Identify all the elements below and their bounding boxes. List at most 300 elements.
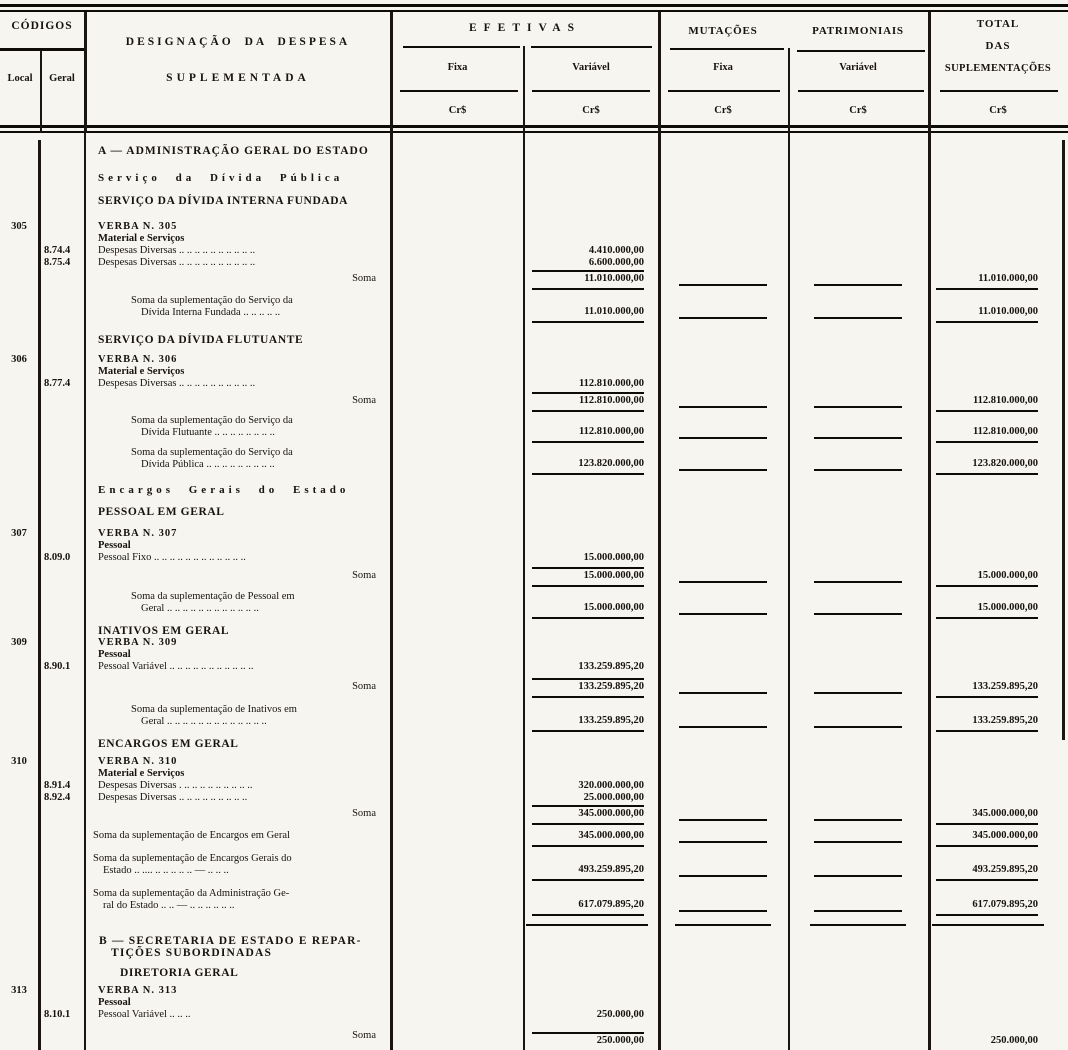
efetivas-variavel-value: 133.259.895,20 [532, 715, 644, 732]
total-value: 133.259.895,20 [936, 715, 1038, 732]
patrimoniais-cr-rule [798, 90, 924, 92]
table-row [0, 366, 1068, 378]
currency-label-patrimoniais: Cr$ [849, 105, 867, 116]
geral-code: 8.74.4 [44, 245, 71, 256]
column-header-designacao-line1: DESIGNAÇÃO DA DESPESA [125, 36, 351, 48]
description-line1: Soma [352, 808, 376, 819]
codigos-underline [0, 48, 86, 51]
local-code: 313 [11, 985, 27, 996]
efetivas-variavel-value: 250.000,00 [532, 1032, 644, 1047]
description-line1: VERBA N. 309 [98, 637, 178, 648]
currency-label-efetivas-variavel: Cr$ [582, 105, 600, 116]
cell-mutacoes-fixa [658, 311, 788, 323]
geral-code: 8.09.0 [44, 552, 71, 563]
cell-mutacoes-fixa [658, 607, 788, 619]
description-line1: A — ADMINISTRAÇÃO GERAL DO ESTADO [98, 145, 369, 157]
cell-mutacoes-fixa [658, 918, 788, 930]
table-row [0, 681, 1068, 698]
cell-efetivas-variavel [523, 245, 658, 257]
description-line1: Pessoal Variável .. .. .. .. .. .. .. .. .. .. .. [98, 661, 254, 672]
cell-efetivas-variavel [523, 780, 658, 792]
total-value: 15.000.000,00 [936, 570, 1038, 587]
table-row [0, 221, 1068, 233]
row-description [84, 395, 390, 412]
efetivas-underline-left [403, 46, 520, 48]
cell-mutacoes-fixa [658, 686, 788, 698]
row-geral-code [38, 661, 84, 673]
cell-total [928, 426, 1068, 443]
local-code: 306 [11, 354, 27, 365]
cell-efetivas-variavel [523, 458, 658, 475]
row-local-code [0, 354, 38, 366]
table-row [0, 637, 1068, 649]
mutacoes-dash [679, 581, 767, 583]
efetivas-variavel-value: 112.810.000,00 [532, 392, 644, 412]
cell-efetivas-variavel [523, 678, 658, 698]
variavel-rule-line [526, 924, 648, 926]
description-line2: Geral .. .. .. .. .. .. .. .. .. .. .. .. .. [141, 716, 267, 727]
description-line2: TIÇÕES SUBORDINADAS [111, 947, 273, 959]
mutacoes-dash [679, 819, 767, 821]
row-description [84, 484, 390, 496]
cell-efetivas-variavel [523, 392, 658, 412]
row-local-code [0, 221, 38, 233]
row-description [84, 853, 390, 881]
cell-mutacoes-fixa [658, 575, 788, 587]
description-line1: VERBA N. 313 [98, 985, 178, 996]
patrimoniais-dash [814, 437, 902, 439]
cell-total [928, 808, 1068, 825]
row-description [84, 552, 390, 564]
cell-mutacoes-fixa [658, 813, 788, 825]
cell-patrimoniais-variavel [788, 686, 928, 698]
description-line2: ral do Estado .. .. — .. .. .. .. .. .. [103, 900, 235, 911]
patrimoniais-dash [814, 726, 902, 728]
mutacoes-dash [679, 317, 767, 319]
description-line1: Despesas Diversas .. .. .. .. .. .. .. .. .. .. [98, 245, 256, 256]
row-description [84, 1030, 390, 1047]
cell-efetivas-variavel [523, 1032, 658, 1047]
description-line1: Pessoal Fixo .. .. .. .. .. .. .. .. .. .. .. .. [98, 552, 246, 563]
geral-code: 8.77.4 [44, 378, 71, 389]
cell-total [928, 395, 1068, 412]
table-row [0, 921, 1068, 930]
patrimoniais-underline [797, 50, 925, 52]
table-row [0, 780, 1068, 792]
cell-total [928, 306, 1068, 323]
table-row [0, 625, 1068, 637]
total-value: 11.010.000,00 [936, 273, 1038, 290]
table-row [0, 448, 1068, 475]
cell-efetivas-variavel [523, 715, 658, 732]
description-line1: VERBA N. 306 [98, 354, 178, 365]
fixa-cr-rule [400, 90, 518, 92]
cell-patrimoniais-variavel [788, 720, 928, 732]
column-header-local: Local [7, 73, 33, 84]
table-row [0, 172, 1068, 184]
table-row [0, 661, 1068, 673]
total-rule-line [932, 924, 1044, 926]
description-line1: Despesas Diversas . .. .. .. .. .. .. .. .. .. [98, 780, 253, 791]
row-description [84, 257, 390, 269]
mutacoes-dash [679, 437, 767, 439]
column-header-mutacoes: MUTAÇÕES [688, 25, 758, 37]
description-line1: Soma da suplementação de Inativos em [131, 704, 297, 715]
table-row [0, 985, 1068, 997]
row-description [84, 221, 390, 233]
description-line1: Despesas Diversas .. .. .. .. .. .. .. .. .. .. [98, 257, 256, 268]
row-description [84, 780, 390, 792]
cell-patrimoniais-variavel [788, 575, 928, 587]
cell-mutacoes-fixa [658, 463, 788, 475]
column-header-total-line2: DAS [985, 40, 1011, 52]
table-body [0, 133, 1068, 1047]
row-description [84, 830, 390, 847]
cell-mutacoes-fixa [658, 720, 788, 732]
geral-code: 8.92.4 [44, 792, 71, 803]
table-row [0, 808, 1068, 825]
table-row [0, 195, 1068, 207]
column-header-patrimoniais-variavel: Variável [839, 62, 877, 73]
patrimoniais-dash [814, 819, 902, 821]
cell-efetivas-variavel [523, 552, 658, 564]
table-row [0, 967, 1068, 979]
cell-patrimoniais-variavel [788, 918, 928, 930]
column-header-designacao-line2: SUPLEMENTADA [166, 72, 310, 84]
description-line1: SERVIÇO DA DÍVIDA FLUTUANTE [98, 334, 304, 346]
description-line1: Pessoal [98, 997, 131, 1008]
table-row [0, 738, 1068, 750]
cell-patrimoniais-variavel [788, 607, 928, 619]
efetivas-variavel-value: 345.000.000,00 [532, 830, 644, 847]
table-row [0, 273, 1068, 290]
efetivas-variavel-value: 11.010.000,00 [532, 270, 644, 290]
description-line1: Serviço da Dívida Pública [98, 172, 344, 184]
cell-efetivas-variavel [523, 792, 658, 804]
row-description [84, 649, 390, 661]
table-row [0, 1030, 1068, 1047]
cell-efetivas-variavel [523, 602, 658, 619]
local-code: 309 [11, 637, 27, 648]
description-line1: Despesas Diversas .. .. .. .. .. .. .. .. .. [98, 792, 248, 803]
description-line1: Soma [352, 681, 376, 692]
total-value: 617.079.895,20 [936, 899, 1038, 916]
local-code: 310 [11, 756, 27, 767]
cell-mutacoes-fixa [658, 835, 788, 847]
table-row [0, 416, 1068, 443]
description-line1: Pessoal [98, 540, 131, 551]
total-value: 11.010.000,00 [936, 306, 1038, 323]
description-line1: Soma da suplementação do Serviço da [131, 447, 293, 458]
local-code: 305 [11, 221, 27, 232]
cell-total [928, 1035, 1068, 1047]
cell-total [928, 918, 1068, 930]
table-row [0, 334, 1068, 346]
total-value: 112.810.000,00 [936, 395, 1038, 412]
row-description [84, 273, 390, 290]
efetivas-variavel-value: 123.820.000,00 [532, 458, 644, 475]
description-line1: Soma [352, 273, 376, 284]
table-row [0, 592, 1068, 619]
cell-mutacoes-fixa [658, 431, 788, 443]
cell-efetivas-variavel [523, 306, 658, 323]
row-description [84, 768, 390, 780]
column-header-mutacoes-fixa: Fixa [713, 62, 733, 73]
row-description [84, 738, 390, 750]
cell-efetivas-variavel [523, 830, 658, 847]
row-local-code [0, 637, 38, 649]
table-row [0, 649, 1068, 661]
row-geral-code [38, 780, 84, 792]
row-description [84, 195, 390, 207]
mutacoes-dash [679, 910, 767, 912]
total-value: 15.000.000,00 [936, 602, 1038, 619]
patrimoniais-dash [814, 284, 902, 286]
efetivas-variavel-value: 112.810.000,00 [532, 426, 644, 443]
geral-code: 8.75.4 [44, 257, 71, 268]
description-line1: Soma [352, 1030, 376, 1041]
row-description [84, 378, 390, 390]
description-line1: SERVIÇO DA DÍVIDA INTERNA FUNDADA [98, 195, 349, 207]
row-geral-code [38, 257, 84, 269]
patrimoniais-dash [814, 875, 902, 877]
cell-efetivas-variavel [523, 270, 658, 290]
row-description [84, 145, 390, 157]
mutacoes-dash [679, 613, 767, 615]
table-row [0, 934, 1068, 959]
description-line1: ENCARGOS EM GERAL [98, 738, 239, 750]
mutacoes-rule-line [675, 924, 771, 926]
row-description [84, 704, 390, 732]
description-line2: Dívida Pública .. .. .. .. .. .. .. .. .. [141, 459, 275, 470]
geral-code: 8.10.1 [44, 1009, 71, 1020]
patrimoniais-dash [814, 581, 902, 583]
row-description [84, 591, 390, 619]
cell-patrimoniais-variavel [788, 835, 928, 847]
efetivas-variavel-value: 25.000.000,00 [583, 792, 644, 803]
cell-total [928, 570, 1068, 587]
mutacoes-dash [679, 469, 767, 471]
header-divider-fixa-variavel [523, 46, 525, 133]
cell-total [928, 273, 1068, 290]
patrimoniais-dash [814, 910, 902, 912]
row-description [84, 233, 390, 245]
table-row [0, 705, 1068, 732]
table-row [0, 1009, 1068, 1021]
efetivas-variavel-value: 15.000.000,00 [532, 567, 644, 587]
table-row [0, 506, 1068, 518]
table-row [0, 756, 1068, 768]
description-line1: Pessoal [98, 649, 131, 660]
cell-patrimoniais-variavel [788, 400, 928, 412]
cell-patrimoniais-variavel [788, 431, 928, 443]
efetivas-variavel-value: 15.000.000,00 [532, 602, 644, 619]
column-header-efetivas-variavel: Variável [572, 62, 610, 73]
mutacoes-dash [679, 692, 767, 694]
row-geral-code [38, 378, 84, 390]
description-line1: Soma da suplementação de Encargos Gerais do [93, 853, 292, 864]
local-code: 307 [11, 528, 27, 539]
row-description [84, 334, 390, 346]
table-row [0, 768, 1068, 780]
description-line1: Material e Serviços [98, 768, 185, 779]
patrimoniais-dash [814, 317, 902, 319]
table-row [0, 484, 1068, 496]
row-geral-code [38, 245, 84, 257]
table-row [0, 792, 1068, 804]
patrimoniais-dash [814, 613, 902, 615]
table-row [0, 889, 1068, 916]
row-description [84, 756, 390, 768]
cell-efetivas-variavel [523, 805, 658, 825]
patrimoniais-dash [814, 692, 902, 694]
efetivas-variavel-value: 15.000.000,00 [583, 552, 644, 563]
row-local-code [0, 756, 38, 768]
description-line1: DIRETORIA GERAL [120, 967, 239, 979]
description-line1: Soma da suplementação de Pessoal em [131, 591, 295, 602]
row-description [84, 935, 390, 959]
description-line1: B — SECRETARIA DE ESTADO E REPAR- [99, 935, 362, 947]
cell-efetivas-variavel [523, 426, 658, 443]
row-description [84, 792, 390, 804]
row-description [84, 447, 390, 475]
mutacoes-dash [679, 726, 767, 728]
row-description [84, 245, 390, 257]
cell-efetivas-variavel [523, 918, 658, 930]
row-geral-code [38, 792, 84, 804]
cell-patrimoniais-variavel [788, 813, 928, 825]
cell-total [928, 602, 1068, 619]
variavel-cr-rule [532, 90, 650, 92]
description-line2: Dívida Flutuante .. .. .. .. .. .. .. .. [141, 427, 275, 438]
description-line1: PESSOAL EM GERAL [98, 506, 225, 518]
header-divider-local-geral [40, 50, 42, 133]
row-description [84, 172, 390, 184]
column-header-codigos: CÓDIGOS [11, 20, 73, 32]
mutacoes-dash [679, 284, 767, 286]
description-line1: Material e Serviços [98, 233, 185, 244]
description-line1: Encargos Gerais do Estado [98, 484, 350, 496]
cell-efetivas-variavel [523, 661, 658, 673]
row-description [84, 888, 390, 916]
column-header-patrimoniais: PATRIMONIAIS [812, 25, 904, 37]
column-header-efetivas-fixa: Fixa [447, 62, 468, 73]
total-cr-rule [940, 90, 1058, 92]
currency-label-mutacoes: Cr$ [714, 105, 732, 116]
row-local-code [0, 985, 38, 997]
row-description [84, 528, 390, 540]
total-value: 250.000,00 [990, 1035, 1038, 1046]
row-description [84, 295, 390, 323]
description-line2: Estado .. .... .. .. .. .. .. — .. .. .. [103, 865, 229, 876]
efetivas-variavel-value: 345.000.000,00 [532, 805, 644, 825]
row-description [84, 967, 390, 979]
description-line1: INATIVOS EM GERAL [98, 625, 230, 637]
total-value: 112.810.000,00 [936, 426, 1038, 443]
cell-total [928, 458, 1068, 475]
row-description [84, 985, 390, 997]
row-description [84, 415, 390, 443]
row-description [84, 540, 390, 552]
cell-total [928, 899, 1068, 916]
row-description [84, 681, 390, 698]
row-description [84, 637, 390, 649]
header-bottom-double-rule [0, 125, 1068, 133]
cell-efetivas-variavel [523, 378, 658, 390]
efetivas-variavel-value: 6.600.000,00 [588, 257, 644, 268]
description-line1: Soma da suplementação da Administração Ge- [93, 888, 290, 899]
row-description [84, 506, 390, 518]
patrimoniais-dash [814, 406, 902, 408]
column-header-geral: Geral [49, 73, 75, 84]
total-value: 345.000.000,00 [936, 830, 1038, 847]
description-line1: Soma da suplementação do Serviço da [131, 295, 293, 306]
table-row [0, 378, 1068, 390]
description-line1: Soma [352, 395, 376, 406]
mutacoes-dash [679, 406, 767, 408]
row-description [84, 354, 390, 366]
patrimoniais-dash [814, 841, 902, 843]
total-value: 133.259.895,20 [936, 681, 1038, 698]
table-row [0, 233, 1068, 245]
description-line1: Material e Serviços [98, 366, 185, 377]
row-description [84, 625, 390, 637]
cell-efetivas-variavel [523, 899, 658, 916]
table-row [0, 997, 1068, 1009]
column-header-efetivas: EFETIVAS [468, 22, 582, 34]
description-line1: VERBA N. 307 [98, 528, 178, 539]
cell-patrimoniais-variavel [788, 869, 928, 881]
row-description [84, 661, 390, 673]
cell-patrimoniais-variavel [788, 311, 928, 323]
column-header-total-line1: TOTAL [976, 18, 1020, 30]
cell-mutacoes-fixa [658, 400, 788, 412]
efetivas-underline-right [531, 46, 652, 48]
total-value: 123.820.000,00 [936, 458, 1038, 475]
patrimoniais-rule-line [810, 924, 906, 926]
currency-label-total: Cr$ [989, 105, 1007, 116]
efetivas-variavel-value: 4.410.000,00 [588, 245, 644, 256]
cell-patrimoniais-variavel [788, 463, 928, 475]
description-line1: Soma [352, 570, 376, 581]
table-row [0, 145, 1068, 157]
column-header-total-line3: SUPLEMENTAÇÕES [944, 63, 1052, 74]
efetivas-variavel-value: 11.010.000,00 [532, 306, 644, 323]
row-geral-code [38, 552, 84, 564]
total-value: 345.000.000,00 [936, 808, 1038, 825]
row-description [84, 808, 390, 825]
efetivas-variavel-value: 250.000,00 [596, 1009, 644, 1020]
cell-patrimoniais-variavel [788, 904, 928, 916]
table-row [0, 395, 1068, 412]
description-line1: VERBA N. 305 [98, 221, 178, 232]
table-row [0, 570, 1068, 587]
mutacoes-underline [670, 48, 784, 50]
row-local-code [0, 528, 38, 540]
table-row [0, 354, 1068, 366]
row-description [84, 366, 390, 378]
table-row [0, 528, 1068, 540]
efetivas-variavel-value: 320.000.000,00 [578, 780, 644, 791]
description-line1: VERBA N. 310 [98, 756, 178, 767]
geral-code: 8.90.1 [44, 661, 71, 672]
efetivas-variavel-value: 112.810.000,00 [578, 378, 644, 389]
cell-efetivas-variavel [523, 1009, 658, 1021]
row-description [84, 997, 390, 1009]
table-row [0, 540, 1068, 552]
cell-mutacoes-fixa [658, 278, 788, 290]
table-row [0, 245, 1068, 257]
